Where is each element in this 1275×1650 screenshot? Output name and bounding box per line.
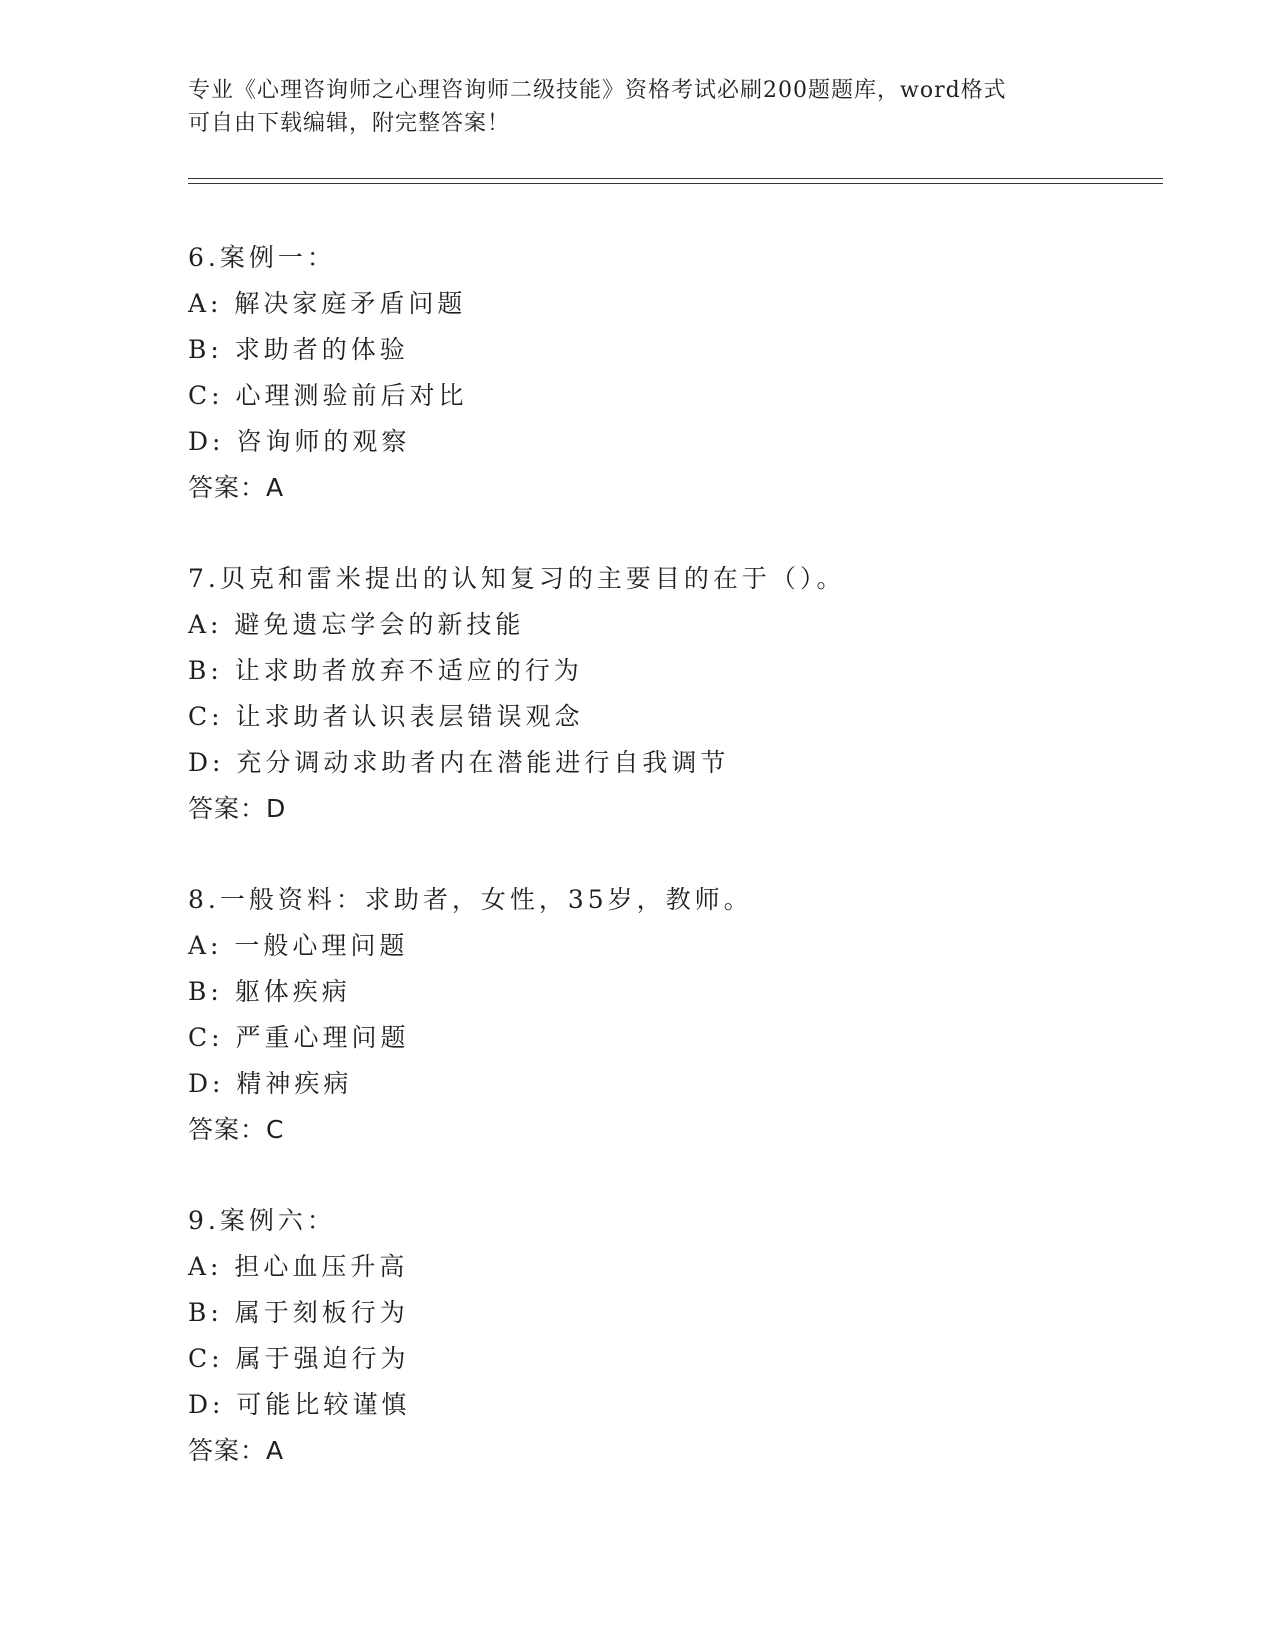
question-stem: 6.案例一： [188,243,336,272]
option-b: B: 求助者的体验 [188,335,409,364]
option-b: B: 属于刻板行为 [188,1298,409,1327]
header-line-2: 可自由下载编辑，附完整答案！ [188,111,511,136]
option-d: D: 精神疾病 [188,1069,353,1098]
option-b: B: 躯体疾病 [188,977,351,1006]
option-c: C: 严重心理问题 [188,1023,410,1052]
question-block [188,235,1163,511]
option-d: D: 可能比较谨慎 [188,1390,411,1419]
option-b: B: 让求助者放弃不适应的行为 [188,656,583,685]
option-a: A: 解决家庭矛盾问题 [188,289,467,318]
option-d: D: 咨询师的观察 [188,427,411,456]
question-stem: 9.案例六： [188,1206,336,1235]
question-block [188,877,1163,1153]
option-c: C: 心理测验前后对比 [188,381,468,410]
option-a: A: 一般心理问题 [188,931,409,960]
header-divider-bottom [188,183,1163,184]
question-block [188,1198,1163,1474]
option-c: C: 让求助者认识表层错误观念 [188,702,584,731]
answer-line: 答案：A [188,473,285,502]
answer-line: 答案：C [188,1115,285,1144]
option-d: D: 充分调动求助者内在潜能进行自我调节 [188,748,730,777]
header-line-1: 专业《心理咨询师之心理咨询师二级技能》资格考试必刷200题题库，word格式 [188,78,1007,103]
answer-line: 答案：D [188,794,287,823]
document-header [188,74,1088,140]
option-a: A: 担心血压升高 [188,1252,409,1281]
answer-line: 答案：A [188,1436,285,1465]
question-block [188,556,1163,832]
question-stem: 7.贝克和雷米提出的认知复习的主要目的在于（）。 [188,564,846,593]
option-a: A: 避免遗忘学会的新技能 [188,610,525,639]
header-divider-top [188,178,1163,179]
option-c: C: 属于强迫行为 [188,1344,410,1373]
question-stem: 8.一般资料：求助者，女性，35岁，教师。 [188,885,753,914]
